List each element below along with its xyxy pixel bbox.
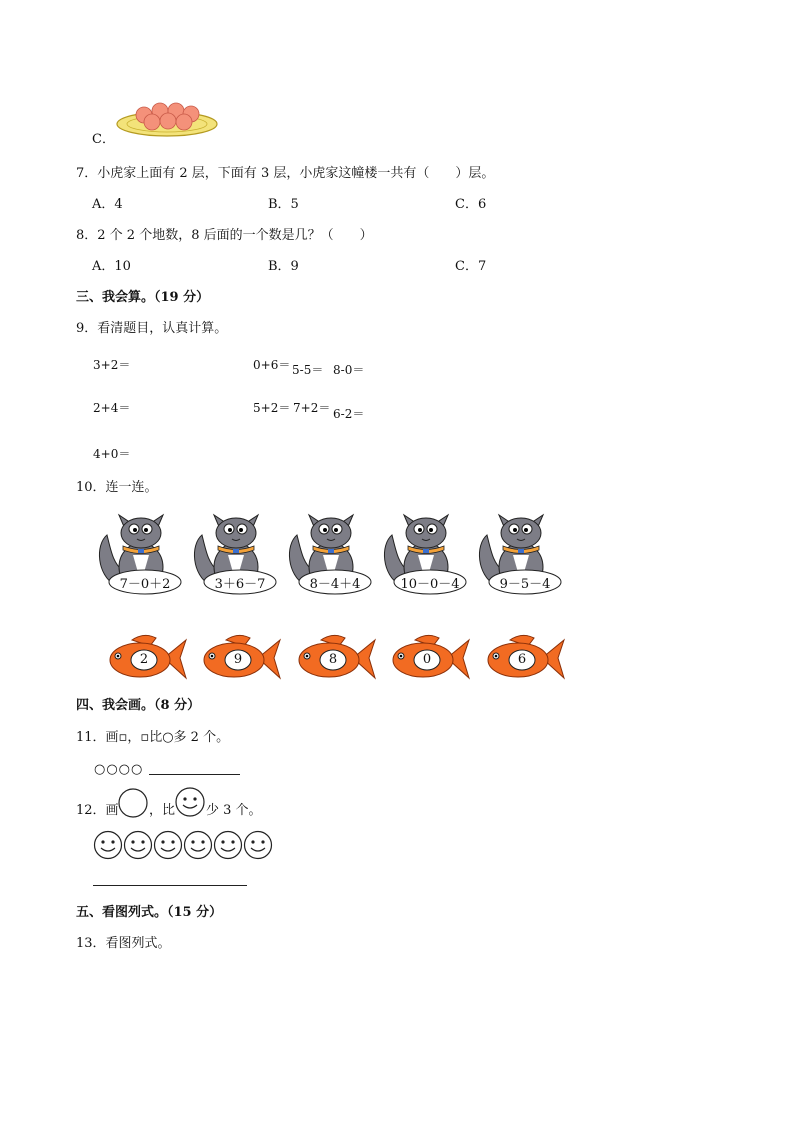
q7-option-b[interactable]: B．5: [268, 197, 299, 212]
small-square-icon: ▫: [140, 730, 150, 745]
q7-option-a[interactable]: A．4: [92, 197, 123, 212]
q12-text-b: ，比: [149, 803, 176, 818]
smiley-row: [93, 830, 273, 860]
smiley-icon: [215, 832, 242, 859]
smiley-icon: [155, 832, 182, 859]
smiley-icon: [245, 832, 272, 859]
smiley-icon: [125, 832, 152, 859]
smiley-icon: [185, 832, 212, 859]
small-square-icon: ▫: [118, 730, 128, 745]
q11-question: [76, 730, 229, 746]
section-3-title: 三、我会算。（19 分）: [76, 290, 210, 305]
cat-card[interactable]: [380, 505, 470, 597]
fish-card[interactable]: [198, 632, 282, 684]
calc-item: 8-0＝: [333, 363, 365, 377]
q12-answer-line[interactable]: [93, 884, 247, 886]
fish-number: 9: [233, 652, 243, 667]
q12-text-a: 12．画: [76, 803, 119, 818]
q7-question: 7．小虎家上面有 2 层，下面有 3 层，小虎家这幢楼一共有（ ）层。: [76, 166, 495, 181]
q9-question: 9．看清题目，认真计算。: [76, 321, 228, 336]
fish-card[interactable]: [104, 632, 188, 684]
calc-item: 7+2＝: [293, 401, 331, 415]
cat-label: 8－4＋4: [309, 577, 361, 592]
calc-item: 4+0＝: [93, 447, 131, 461]
fish-number: 0: [422, 652, 432, 667]
fish-number: 8: [328, 652, 338, 667]
q8-option-b[interactable]: B．9: [268, 259, 299, 274]
q8-option-c[interactable]: C．7: [455, 259, 487, 274]
fish-card[interactable]: [482, 632, 566, 684]
cat-card[interactable]: [190, 505, 280, 597]
calc-item: 6-2＝: [333, 407, 365, 421]
cat-card[interactable]: [475, 505, 565, 597]
fish-number: 2: [139, 652, 149, 667]
q11-text-b: ，: [127, 730, 141, 745]
calc-item: 0+6＝: [253, 358, 291, 372]
calc-item: 3+2＝: [93, 358, 131, 372]
cat-label: 7－0＋2: [119, 577, 171, 592]
calc-item: 5-5＝: [292, 363, 324, 377]
q10-question: 10．连一连。: [76, 480, 158, 495]
cat-label: 10－0－4: [400, 577, 460, 592]
q13-question: 13．看图列式。: [76, 936, 171, 951]
section-5-title: 五、看图列式。（15 分）: [76, 905, 223, 920]
fish-card[interactable]: [293, 632, 377, 684]
peach-plate-image: [114, 100, 220, 138]
q11-circles: ○○○○: [94, 762, 144, 777]
smiley-icon: [95, 832, 122, 859]
q11-answer-line[interactable]: [149, 773, 240, 775]
cat-label: 9－5－4: [499, 577, 551, 592]
circle-icon: [117, 788, 149, 818]
q6-option-c[interactable]: C．: [92, 132, 115, 147]
smiley-icon: [174, 787, 206, 817]
fish-number: 6: [517, 652, 527, 667]
calc-item: 5+2＝: [253, 401, 291, 415]
q8-question: 8．2 个 2 个地数，8 后面的一个数是几？（ ）: [76, 228, 373, 243]
cat-card[interactable]: [285, 505, 375, 597]
cat-card[interactable]: [95, 505, 185, 597]
calc-item: 2+4＝: [93, 401, 131, 415]
cat-label: 3＋6－7: [214, 577, 266, 592]
q7-option-c[interactable]: C．6: [455, 197, 487, 212]
q11-text-a: 11．画: [76, 730, 119, 745]
q12-text-c: 少 3 个。: [206, 803, 262, 818]
section-4-title: 四、我会画。（8 分）: [76, 698, 201, 713]
fish-card[interactable]: [387, 632, 471, 684]
q8-option-a[interactable]: A．10: [92, 259, 131, 274]
q11-text-c: 比○多 2 个。: [149, 730, 230, 745]
